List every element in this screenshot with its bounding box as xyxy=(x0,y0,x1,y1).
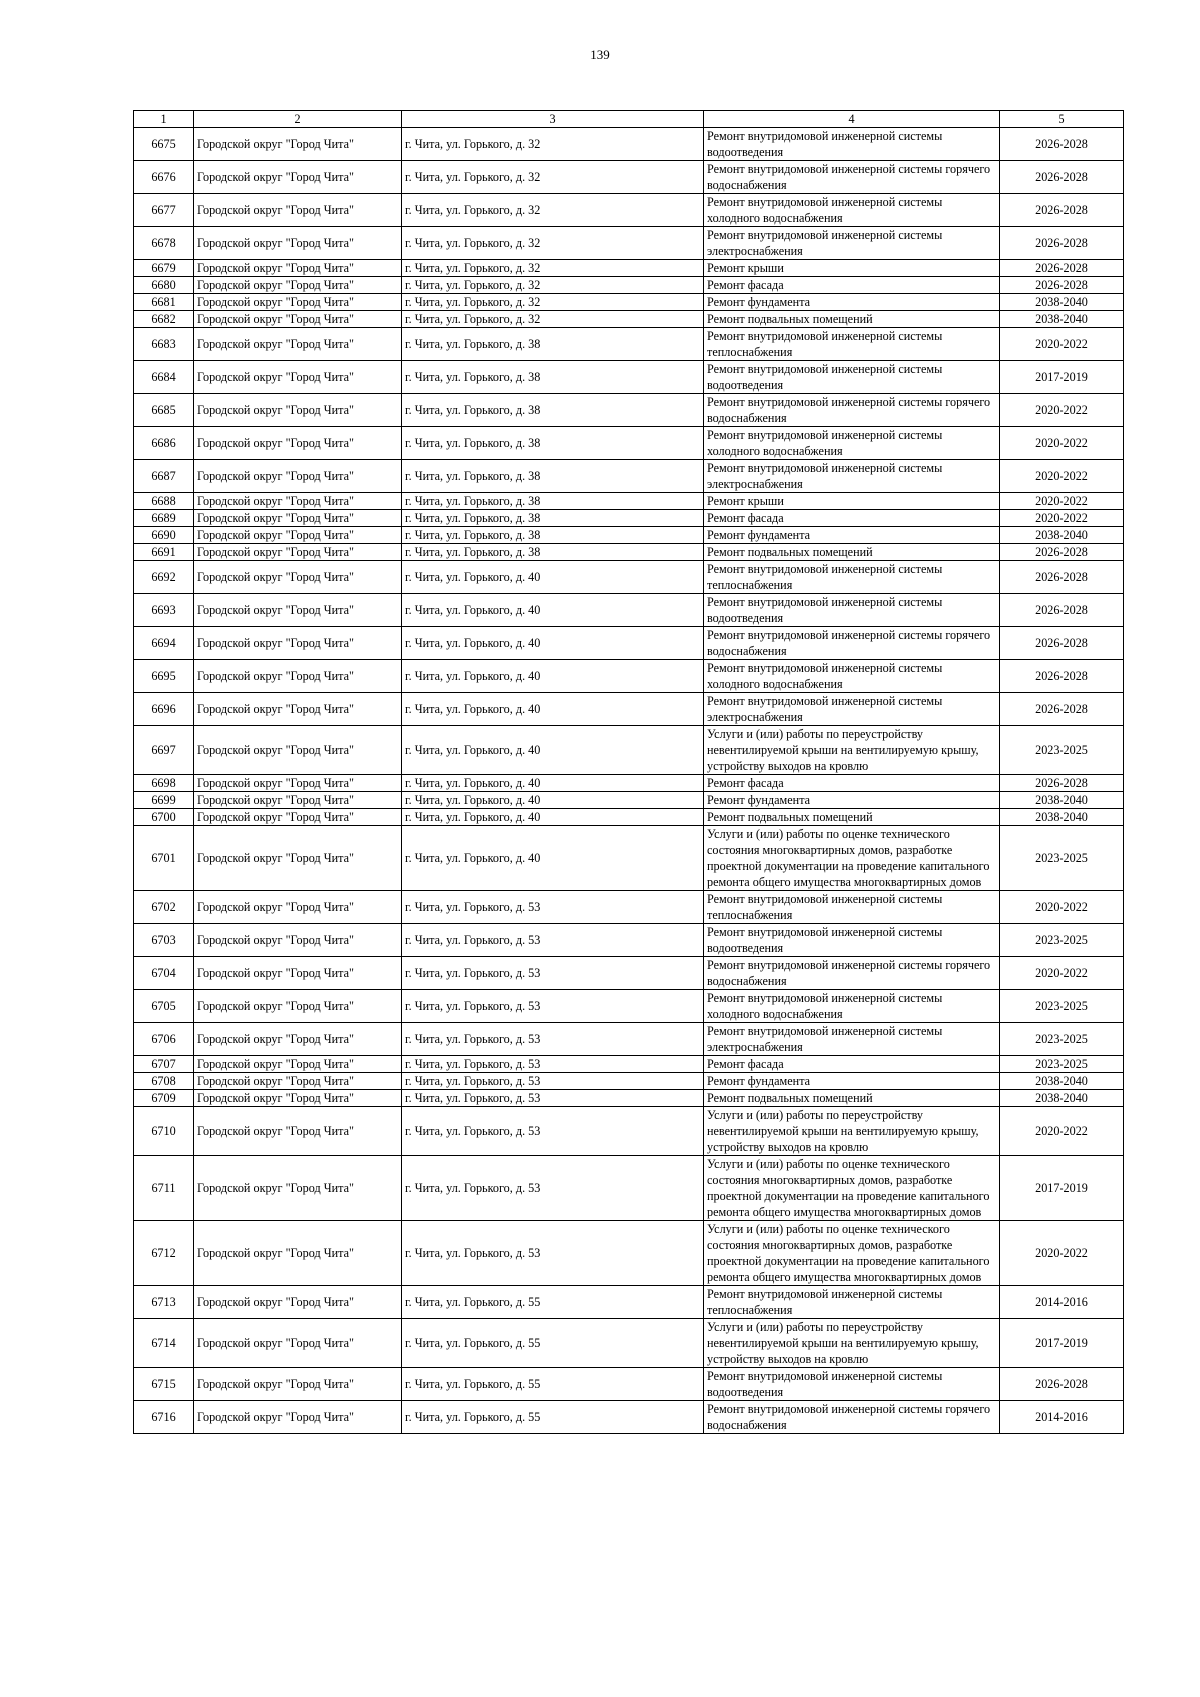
work-type-cell: Ремонт подвальных помещений xyxy=(704,1090,1000,1107)
table-row xyxy=(134,1221,1124,1286)
table-row xyxy=(134,1319,1124,1368)
work-type-cell: Ремонт внутридомовой инженерной системы холодного водоснабжения xyxy=(704,990,1000,1023)
work-type-cell: Ремонт внутридомовой инженерной системы электроснабжения xyxy=(704,460,1000,493)
period-cell: 2020-2022 xyxy=(1000,510,1124,527)
table-row xyxy=(134,294,1124,311)
address-cell: г. Чита, ул. Горького, д. 38 xyxy=(402,361,704,394)
district-cell: Городской округ "Город Чита" xyxy=(194,924,402,957)
address-cell: г. Чита, ул. Горького, д. 55 xyxy=(402,1319,704,1368)
district-cell: Городской округ "Город Чита" xyxy=(194,693,402,726)
address-cell: г. Чита, ул. Горького, д. 32 xyxy=(402,260,704,277)
work-type-cell: Ремонт внутридомовой инженерной системы горячего водоснабжения xyxy=(704,394,1000,427)
row-number: 6687 xyxy=(134,460,194,493)
table-row xyxy=(134,627,1124,660)
period-cell: 2020-2022 xyxy=(1000,1107,1124,1156)
period-cell: 2020-2022 xyxy=(1000,460,1124,493)
period-cell: 2038-2040 xyxy=(1000,792,1124,809)
row-number: 6689 xyxy=(134,510,194,527)
row-number: 6692 xyxy=(134,561,194,594)
district-cell: Городской округ "Город Чита" xyxy=(194,594,402,627)
work-type-cell: Ремонт внутридомовой инженерной системы горячего водоснабжения xyxy=(704,1401,1000,1434)
period-cell: 2017-2019 xyxy=(1000,1319,1124,1368)
address-cell: г. Чита, ул. Горького, д. 38 xyxy=(402,527,704,544)
work-type-cell: Ремонт фасада xyxy=(704,510,1000,527)
table-row xyxy=(134,161,1124,194)
work-type-cell: Ремонт фундамента xyxy=(704,792,1000,809)
column-header: 4 xyxy=(704,111,1000,128)
column-header: 1 xyxy=(134,111,194,128)
row-number: 6683 xyxy=(134,328,194,361)
district-cell: Городской округ "Город Чита" xyxy=(194,726,402,775)
table-row xyxy=(134,594,1124,627)
period-cell: 2026-2028 xyxy=(1000,260,1124,277)
row-number: 6677 xyxy=(134,194,194,227)
period-cell: 2020-2022 xyxy=(1000,891,1124,924)
district-cell: Городской округ "Город Чита" xyxy=(194,1286,402,1319)
address-cell: г. Чита, ул. Горького, д. 53 xyxy=(402,1073,704,1090)
district-cell: Городской округ "Город Чита" xyxy=(194,460,402,493)
period-cell: 2026-2028 xyxy=(1000,693,1124,726)
district-cell: Городской округ "Город Чита" xyxy=(194,1090,402,1107)
district-cell: Городской округ "Город Чита" xyxy=(194,561,402,594)
district-cell: Городской округ "Город Чита" xyxy=(194,510,402,527)
period-cell: 2026-2028 xyxy=(1000,194,1124,227)
address-cell: г. Чита, ул. Горького, д. 40 xyxy=(402,792,704,809)
work-type-cell: Ремонт внутридомовой инженерной системы горячего водоснабжения xyxy=(704,957,1000,990)
work-type-cell: Ремонт внутридомовой инженерной системы теплоснабжения xyxy=(704,891,1000,924)
period-cell: 2017-2019 xyxy=(1000,1156,1124,1221)
row-number: 6691 xyxy=(134,544,194,561)
district-cell: Городской округ "Город Чита" xyxy=(194,1023,402,1056)
period-cell: 2026-2028 xyxy=(1000,161,1124,194)
address-cell: г. Чита, ул. Горького, д. 53 xyxy=(402,1107,704,1156)
district-cell: Городской округ "Город Чита" xyxy=(194,990,402,1023)
row-number: 6711 xyxy=(134,1156,194,1221)
address-cell: г. Чита, ул. Горького, д. 32 xyxy=(402,194,704,227)
address-cell: г. Чита, ул. Горького, д. 40 xyxy=(402,561,704,594)
address-cell: г. Чита, ул. Горького, д. 40 xyxy=(402,809,704,826)
address-cell: г. Чита, ул. Горького, д. 55 xyxy=(402,1368,704,1401)
district-cell: Городской округ "Город Чита" xyxy=(194,957,402,990)
table-row xyxy=(134,726,1124,775)
row-number: 6700 xyxy=(134,809,194,826)
address-cell: г. Чита, ул. Горького, д. 32 xyxy=(402,294,704,311)
page-number: 139 xyxy=(590,47,610,62)
address-cell: г. Чита, ул. Горького, д. 53 xyxy=(402,1023,704,1056)
table-row xyxy=(134,128,1124,161)
table-row xyxy=(134,891,1124,924)
address-cell: г. Чита, ул. Горького, д. 55 xyxy=(402,1401,704,1434)
address-cell: г. Чита, ул. Горького, д. 32 xyxy=(402,227,704,260)
table-row xyxy=(134,361,1124,394)
period-cell: 2020-2022 xyxy=(1000,493,1124,510)
district-cell: Городской округ "Город Чита" xyxy=(194,775,402,792)
period-cell: 2014-2016 xyxy=(1000,1286,1124,1319)
work-type-cell: Услуги и (или) работы по переустройству невентилируемой крыши на вентилируемую крышу, устройству выходов на кровлю xyxy=(704,1107,1000,1156)
table-row xyxy=(134,775,1124,792)
address-cell: г. Чита, ул. Горького, д. 53 xyxy=(402,1221,704,1286)
district-cell: Городской округ "Город Чита" xyxy=(194,660,402,693)
district-cell: Городской округ "Город Чита" xyxy=(194,527,402,544)
address-cell: г. Чита, ул. Горького, д. 38 xyxy=(402,427,704,460)
table-row xyxy=(134,1090,1124,1107)
row-number: 6694 xyxy=(134,627,194,660)
row-number: 6703 xyxy=(134,924,194,957)
work-type-cell: Ремонт фасада xyxy=(704,775,1000,792)
period-cell: 2026-2028 xyxy=(1000,627,1124,660)
row-number: 6697 xyxy=(134,726,194,775)
period-cell: 2038-2040 xyxy=(1000,1090,1124,1107)
row-number: 6685 xyxy=(134,394,194,427)
row-number: 6709 xyxy=(134,1090,194,1107)
work-type-cell: Ремонт внутридомовой инженерной системы холодного водоснабжения xyxy=(704,427,1000,460)
row-number: 6704 xyxy=(134,957,194,990)
table-row xyxy=(134,1023,1124,1056)
row-number: 6699 xyxy=(134,792,194,809)
district-cell: Городской округ "Город Чита" xyxy=(194,427,402,460)
district-cell: Городской округ "Город Чита" xyxy=(194,294,402,311)
district-cell: Городской округ "Город Чита" xyxy=(194,328,402,361)
period-cell: 2038-2040 xyxy=(1000,527,1124,544)
period-cell: 2023-2025 xyxy=(1000,826,1124,891)
table-row xyxy=(134,510,1124,527)
row-number: 6706 xyxy=(134,1023,194,1056)
district-cell: Городской округ "Город Чита" xyxy=(194,1107,402,1156)
table-row xyxy=(134,194,1124,227)
address-cell: г. Чита, ул. Горького, д. 53 xyxy=(402,924,704,957)
row-number: 6680 xyxy=(134,277,194,294)
row-number: 6679 xyxy=(134,260,194,277)
table-row xyxy=(134,544,1124,561)
row-number: 6713 xyxy=(134,1286,194,1319)
table-row xyxy=(134,1401,1124,1434)
table-row xyxy=(134,561,1124,594)
table-row xyxy=(134,427,1124,460)
address-cell: г. Чита, ул. Горького, д. 40 xyxy=(402,826,704,891)
repair-schedule-table xyxy=(133,110,1124,1434)
table-row xyxy=(134,957,1124,990)
row-number: 6695 xyxy=(134,660,194,693)
district-cell: Городской округ "Город Чита" xyxy=(194,826,402,891)
district-cell: Городской округ "Город Чита" xyxy=(194,809,402,826)
period-cell: 2026-2028 xyxy=(1000,775,1124,792)
column-header: 3 xyxy=(402,111,704,128)
row-number: 6688 xyxy=(134,493,194,510)
period-cell: 2026-2028 xyxy=(1000,227,1124,260)
row-number: 6698 xyxy=(134,775,194,792)
period-cell: 2026-2028 xyxy=(1000,594,1124,627)
work-type-cell: Услуги и (или) работы по оценке технического состояния многоквартирных домов, разработке проектной документации на проведение капитального ремонта общего имущества многоквартирных домов xyxy=(704,1156,1000,1221)
table-row xyxy=(134,792,1124,809)
work-type-cell: Ремонт внутридомовой инженерной системы электроснабжения xyxy=(704,1023,1000,1056)
address-cell: г. Чита, ул. Горького, д. 53 xyxy=(402,957,704,990)
column-header: 5 xyxy=(1000,111,1124,128)
district-cell: Городской округ "Город Чита" xyxy=(194,1056,402,1073)
district-cell: Городской округ "Город Чита" xyxy=(194,891,402,924)
work-type-cell: Ремонт фундамента xyxy=(704,1073,1000,1090)
row-number: 6693 xyxy=(134,594,194,627)
work-type-cell: Ремонт внутридомовой инженерной системы теплоснабжения xyxy=(704,328,1000,361)
period-cell: 2023-2025 xyxy=(1000,990,1124,1023)
work-type-cell: Услуги и (или) работы по оценке технического состояния многоквартирных домов, разработке проектной документации на проведение капитального ремонта общего имущества многоквартирных домов xyxy=(704,1221,1000,1286)
work-type-cell: Ремонт крыши xyxy=(704,260,1000,277)
table-row xyxy=(134,311,1124,328)
period-cell: 2020-2022 xyxy=(1000,957,1124,990)
table-header-row xyxy=(134,111,1124,128)
period-cell: 2014-2016 xyxy=(1000,1401,1124,1434)
work-type-cell: Ремонт фундамента xyxy=(704,294,1000,311)
row-number: 6712 xyxy=(134,1221,194,1286)
period-cell: 2026-2028 xyxy=(1000,660,1124,693)
row-number: 6681 xyxy=(134,294,194,311)
row-number: 6716 xyxy=(134,1401,194,1434)
work-type-cell: Ремонт внутридомовой инженерной системы теплоснабжения xyxy=(704,1286,1000,1319)
table-row xyxy=(134,924,1124,957)
period-cell: 2026-2028 xyxy=(1000,544,1124,561)
address-cell: г. Чита, ул. Горького, д. 40 xyxy=(402,594,704,627)
address-cell: г. Чита, ул. Горького, д. 40 xyxy=(402,627,704,660)
district-cell: Городской округ "Город Чита" xyxy=(194,227,402,260)
work-type-cell: Ремонт внутридомовой инженерной системы теплоснабжения xyxy=(704,561,1000,594)
table-row xyxy=(134,826,1124,891)
district-cell: Городской округ "Город Чита" xyxy=(194,1221,402,1286)
work-type-cell: Услуги и (или) работы по переустройству невентилируемой крыши на вентилируемую крышу, устройству выходов на кровлю xyxy=(704,1319,1000,1368)
table-row xyxy=(134,1156,1124,1221)
address-cell: г. Чита, ул. Горького, д. 38 xyxy=(402,394,704,427)
table-row xyxy=(134,660,1124,693)
period-cell: 2026-2028 xyxy=(1000,128,1124,161)
period-cell: 2038-2040 xyxy=(1000,311,1124,328)
address-cell: г. Чита, ул. Горького, д. 53 xyxy=(402,1090,704,1107)
work-type-cell: Услуги и (или) работы по переустройству невентилируемой крыши на вентилируемую крышу, устройству выходов на кровлю xyxy=(704,726,1000,775)
district-cell: Городской округ "Город Чита" xyxy=(194,792,402,809)
district-cell: Городской округ "Город Чита" xyxy=(194,544,402,561)
district-cell: Городской округ "Город Чита" xyxy=(194,194,402,227)
table-row xyxy=(134,460,1124,493)
work-type-cell: Ремонт внутридомовой инженерной системы электроснабжения xyxy=(704,693,1000,726)
period-cell: 2023-2025 xyxy=(1000,1056,1124,1073)
period-cell: 2038-2040 xyxy=(1000,1073,1124,1090)
row-number: 6708 xyxy=(134,1073,194,1090)
district-cell: Городской округ "Город Чита" xyxy=(194,394,402,427)
row-number: 6690 xyxy=(134,527,194,544)
district-cell: Городской округ "Город Чита" xyxy=(194,493,402,510)
district-cell: Городской округ "Город Чита" xyxy=(194,260,402,277)
row-number: 6675 xyxy=(134,128,194,161)
table-row xyxy=(134,1286,1124,1319)
table-row xyxy=(134,493,1124,510)
period-cell: 2020-2022 xyxy=(1000,1221,1124,1286)
work-type-cell: Ремонт подвальных помещений xyxy=(704,311,1000,328)
row-number: 6684 xyxy=(134,361,194,394)
row-number: 6707 xyxy=(134,1056,194,1073)
work-type-cell: Ремонт внутридомовой инженерной системы водоотведения xyxy=(704,924,1000,957)
table-row xyxy=(134,1073,1124,1090)
period-cell: 2023-2025 xyxy=(1000,924,1124,957)
district-cell: Городской округ "Город Чита" xyxy=(194,161,402,194)
row-number: 6696 xyxy=(134,693,194,726)
address-cell: г. Чита, ул. Горького, д. 32 xyxy=(402,277,704,294)
table-row xyxy=(134,260,1124,277)
row-number: 6702 xyxy=(134,891,194,924)
period-cell: 2026-2028 xyxy=(1000,277,1124,294)
table-row xyxy=(134,1107,1124,1156)
address-cell: г. Чита, ул. Горького, д. 32 xyxy=(402,311,704,328)
address-cell: г. Чита, ул. Горького, д. 38 xyxy=(402,493,704,510)
table-row xyxy=(134,809,1124,826)
period-cell: 2026-2028 xyxy=(1000,1368,1124,1401)
row-number: 6686 xyxy=(134,427,194,460)
table-row xyxy=(134,1368,1124,1401)
district-cell: Городской округ "Город Чита" xyxy=(194,1073,402,1090)
row-number: 6678 xyxy=(134,227,194,260)
address-cell: г. Чита, ул. Горького, д. 53 xyxy=(402,1056,704,1073)
work-type-cell: Ремонт внутридомовой инженерной системы водоотведения xyxy=(704,361,1000,394)
row-number: 6715 xyxy=(134,1368,194,1401)
address-cell: г. Чита, ул. Горького, д. 55 xyxy=(402,1286,704,1319)
work-type-cell: Ремонт подвальных помещений xyxy=(704,809,1000,826)
table-row xyxy=(134,328,1124,361)
table-body xyxy=(134,128,1124,1434)
address-cell: г. Чита, ул. Горького, д. 53 xyxy=(402,990,704,1023)
work-type-cell: Ремонт внутридомовой инженерной системы горячего водоснабжения xyxy=(704,627,1000,660)
period-cell: 2023-2025 xyxy=(1000,1023,1124,1056)
table-row xyxy=(134,527,1124,544)
work-type-cell: Ремонт внутридомовой инженерной системы холодного водоснабжения xyxy=(704,194,1000,227)
district-cell: Городской округ "Город Чита" xyxy=(194,311,402,328)
district-cell: Городской округ "Город Чита" xyxy=(194,361,402,394)
period-cell: 2020-2022 xyxy=(1000,328,1124,361)
district-cell: Городской округ "Город Чита" xyxy=(194,277,402,294)
district-cell: Городской округ "Город Чита" xyxy=(194,1156,402,1221)
table-row xyxy=(134,277,1124,294)
work-type-cell: Ремонт внутридомовой инженерной системы холодного водоснабжения xyxy=(704,660,1000,693)
address-cell: г. Чита, ул. Горького, д. 40 xyxy=(402,693,704,726)
work-type-cell: Ремонт внутридомовой инженерной системы водоотведения xyxy=(704,1368,1000,1401)
period-cell: 2020-2022 xyxy=(1000,394,1124,427)
address-cell: г. Чита, ул. Горького, д. 53 xyxy=(402,1156,704,1221)
address-cell: г. Чита, ул. Горького, д. 32 xyxy=(402,128,704,161)
address-cell: г. Чита, ул. Горького, д. 38 xyxy=(402,328,704,361)
period-cell: 2026-2028 xyxy=(1000,561,1124,594)
work-type-cell: Услуги и (или) работы по оценке технического состояния многоквартирных домов, разработке проектной документации на проведение капитального ремонта общего имущества многоквартирных домов xyxy=(704,826,1000,891)
column-header: 2 xyxy=(194,111,402,128)
table-row xyxy=(134,227,1124,260)
row-number: 6682 xyxy=(134,311,194,328)
district-cell: Городской округ "Город Чита" xyxy=(194,128,402,161)
period-cell: 2017-2019 xyxy=(1000,361,1124,394)
work-type-cell: Ремонт фасада xyxy=(704,1056,1000,1073)
work-type-cell: Ремонт фундамента xyxy=(704,527,1000,544)
row-number: 6701 xyxy=(134,826,194,891)
address-cell: г. Чита, ул. Горького, д. 38 xyxy=(402,460,704,493)
work-type-cell: Ремонт внутридомовой инженерной системы горячего водоснабжения xyxy=(704,161,1000,194)
work-type-cell: Ремонт крыши xyxy=(704,493,1000,510)
period-cell: 2038-2040 xyxy=(1000,294,1124,311)
table-row xyxy=(134,990,1124,1023)
district-cell: Городской округ "Город Чита" xyxy=(194,627,402,660)
district-cell: Городской округ "Город Чита" xyxy=(194,1368,402,1401)
district-cell: Городской округ "Город Чита" xyxy=(194,1319,402,1368)
district-cell: Городской округ "Город Чита" xyxy=(194,1401,402,1434)
address-cell: г. Чита, ул. Горького, д. 40 xyxy=(402,726,704,775)
address-cell: г. Чита, ул. Горького, д. 32 xyxy=(402,161,704,194)
address-cell: г. Чита, ул. Горького, д. 38 xyxy=(402,544,704,561)
work-type-cell: Ремонт внутридомовой инженерной системы водоотведения xyxy=(704,594,1000,627)
address-cell: г. Чита, ул. Горького, д. 40 xyxy=(402,660,704,693)
period-cell: 2038-2040 xyxy=(1000,809,1124,826)
row-number: 6676 xyxy=(134,161,194,194)
row-number: 6705 xyxy=(134,990,194,1023)
period-cell: 2023-2025 xyxy=(1000,726,1124,775)
address-cell: г. Чита, ул. Горького, д. 53 xyxy=(402,891,704,924)
row-number: 6714 xyxy=(134,1319,194,1368)
work-type-cell: Ремонт внутридомовой инженерной системы электроснабжения xyxy=(704,227,1000,260)
table-row xyxy=(134,1056,1124,1073)
address-cell: г. Чита, ул. Горького, д. 40 xyxy=(402,775,704,792)
work-type-cell: Ремонт внутридомовой инженерной системы водоотведения xyxy=(704,128,1000,161)
address-cell: г. Чита, ул. Горького, д. 38 xyxy=(402,510,704,527)
period-cell: 2020-2022 xyxy=(1000,427,1124,460)
table-row xyxy=(134,394,1124,427)
work-type-cell: Ремонт подвальных помещений xyxy=(704,544,1000,561)
table-row xyxy=(134,693,1124,726)
work-type-cell: Ремонт фасада xyxy=(704,277,1000,294)
row-number: 6710 xyxy=(134,1107,194,1156)
